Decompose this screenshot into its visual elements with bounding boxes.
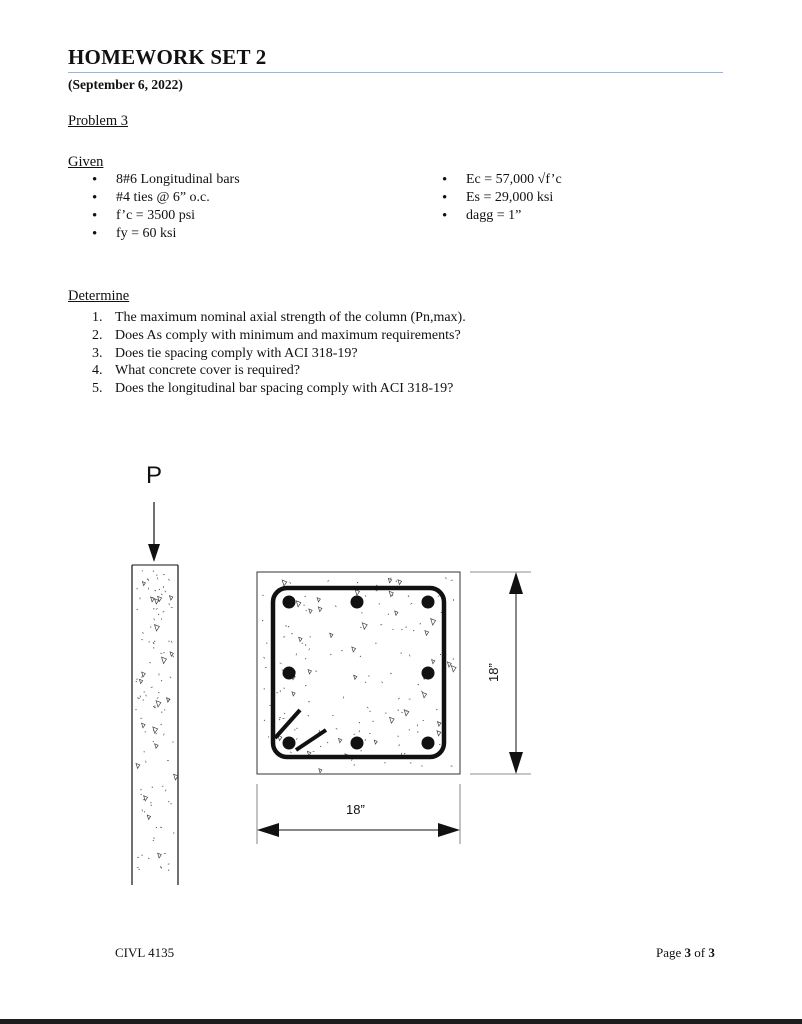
- rebar-dot: [422, 596, 435, 609]
- determine-item: 1. The maximum nominal axial strength of the column (Pn,max).: [92, 310, 466, 325]
- determine-item: 5. Does the longitudinal bar spacing comply with ACI 318-19?: [92, 381, 454, 397]
- rebar-dot: [351, 596, 364, 609]
- given-heading: Given: [68, 154, 104, 170]
- course-code: CIVL 4135: [115, 945, 175, 960]
- bottom-edge-bar: [0, 1019, 802, 1024]
- given-item: • dagg = 1”: [442, 207, 562, 225]
- width-label: 18”: [346, 802, 365, 817]
- given-item: • fy = 60 ksi: [92, 225, 240, 243]
- given-item: • f’c = 3500 psi: [92, 207, 240, 225]
- given-item: • Ec = 57,000 √f’c: [442, 171, 562, 189]
- page-number: Page 3 of 3: [656, 945, 715, 960]
- determine-item: 2. Does As comply with minimum and maximum requirements?: [92, 327, 461, 343]
- column-elevation: [132, 565, 178, 885]
- determine-item: 4. What concrete cover is required?: [92, 363, 301, 379]
- rebar-dot: [283, 667, 296, 680]
- rebar-dot: [422, 737, 435, 750]
- date-line: (September 6, 2022): [68, 77, 183, 92]
- determine-item: 3. Does tie spacing comply with ACI 318-19?: [92, 345, 358, 361]
- load-label: P: [146, 462, 163, 489]
- given-item: • 8#6 Longitudinal bars: [92, 171, 240, 189]
- given-item: • Es = 29,000 ksi: [442, 189, 562, 207]
- given-item: • #4 ties @ 6” o.c.: [92, 189, 240, 207]
- load-arrow: [148, 502, 160, 562]
- height-label: 18”: [486, 663, 501, 682]
- rebar-dot: [422, 667, 435, 680]
- determine-heading: Determine: [68, 288, 130, 304]
- problem-heading: Problem 3: [68, 113, 129, 129]
- rebar-dot: [283, 737, 296, 750]
- page-title: HOMEWORK SET 2: [68, 45, 267, 69]
- rebar-dot: [351, 737, 364, 750]
- rebar-dot: [283, 596, 296, 609]
